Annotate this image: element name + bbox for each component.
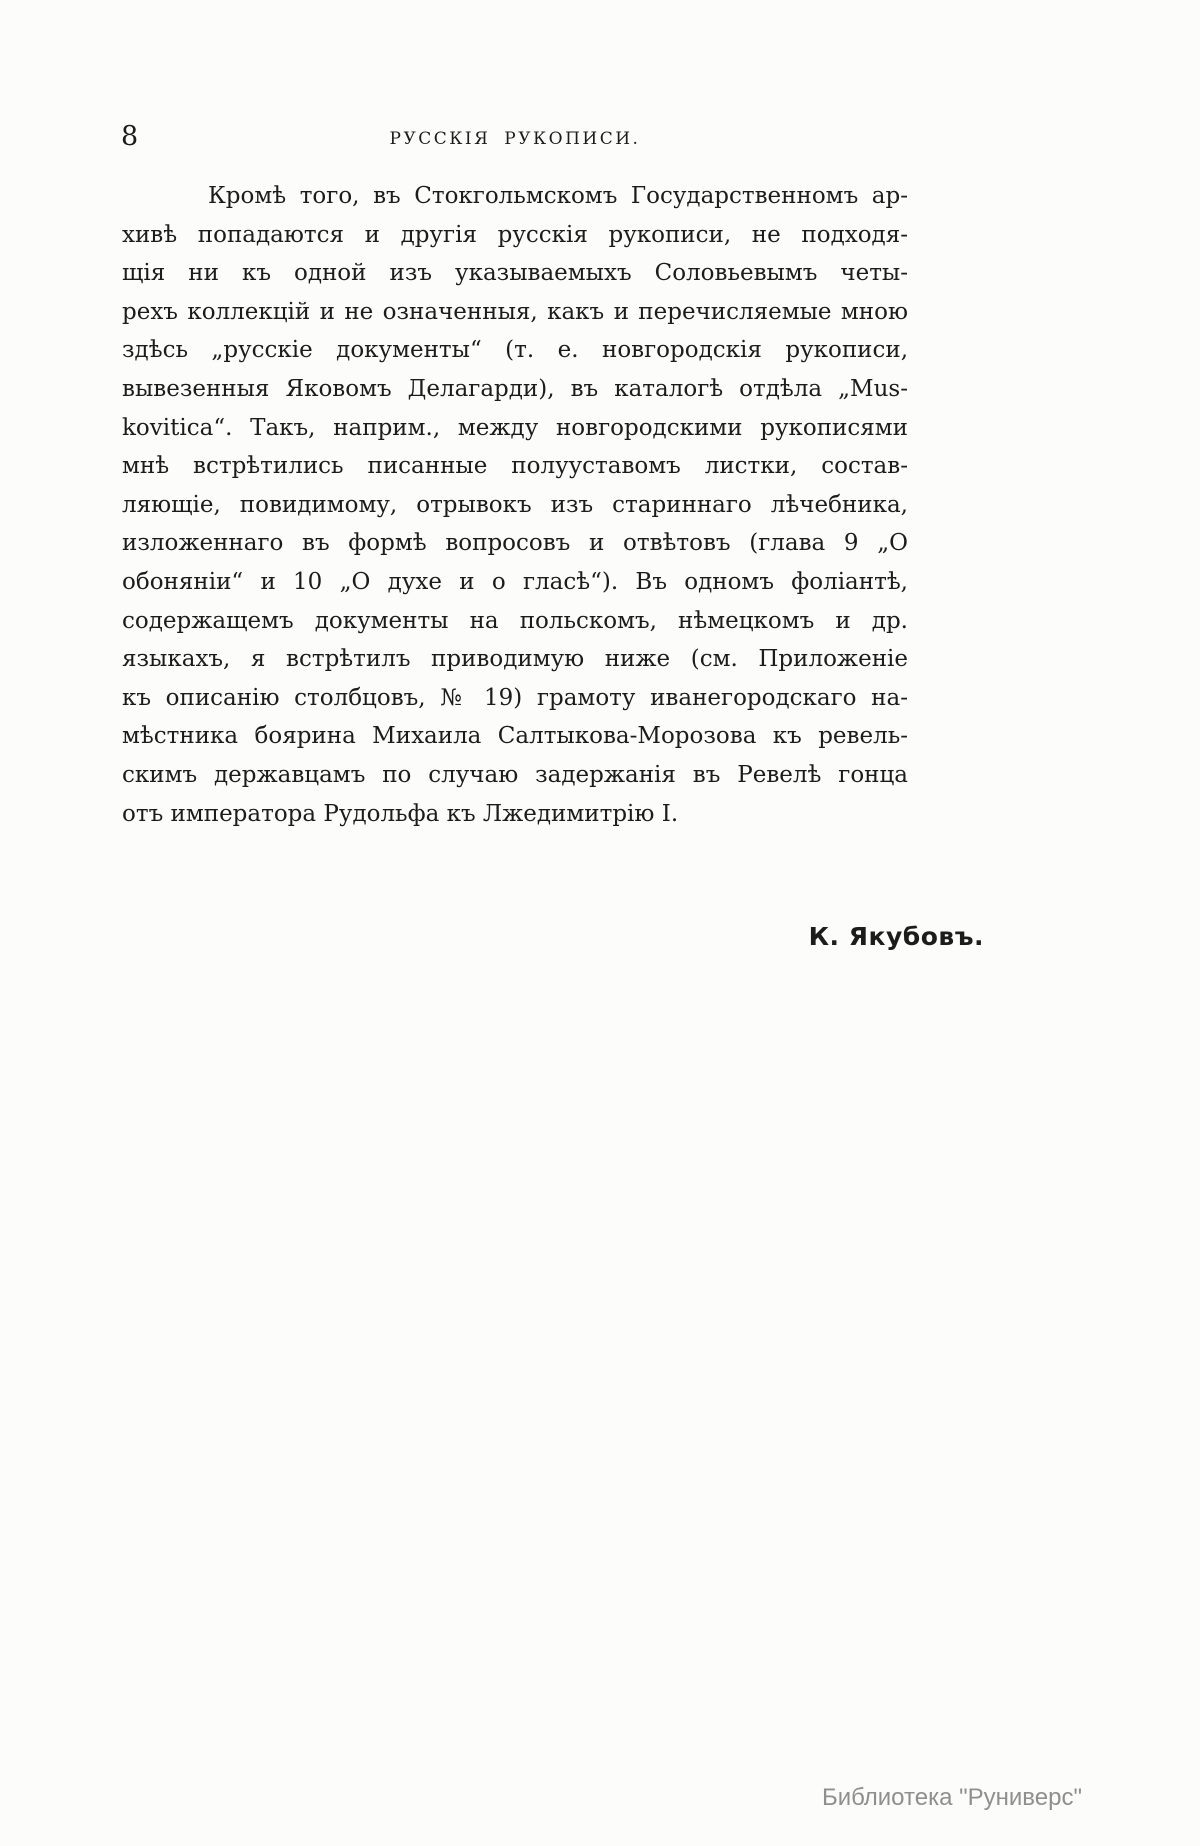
text-line: здѣсь „русскіе документы“ (т. е. новгородскія рукописи, <box>122 337 908 364</box>
text-line: хивѣ попадаются и другія русскія рукописи, не подходя- <box>122 221 908 248</box>
running-head: РУССКІЯ РУКОПИСИ. <box>389 129 641 149</box>
text-line: къ описанію столбцовъ, № 19) грамоту иванегородскаго на- <box>122 684 908 711</box>
text-line: изложеннаго въ формѣ вопросовъ и отвѣтовъ (глава 9 „О <box>122 530 908 557</box>
library-watermark: Библиотека "Руниверс" <box>821 1784 1082 1811</box>
text-line: скимъ державцамъ по случаю задержанія въ Ревелѣ гонца <box>122 761 908 788</box>
author-signature: К. Якубовъ. <box>808 922 984 951</box>
text-line: ляющіе, повидимому, отрывокъ изъ стариннаго лѣчебника, <box>122 491 908 518</box>
text-line: мѣстника боярина Михаила Салтыкова-Морозова къ ревель- <box>122 723 908 750</box>
text-line: вывезенныя Яковомъ Делагарди), въ каталогѣ отдѣла „Mus- <box>122 375 908 402</box>
text-line: языкахъ, я встрѣтилъ приводимую ниже (см. Приложеніе <box>122 646 908 673</box>
text-line: мнѣ встрѣтились писанные полууставомъ листки, состав- <box>122 453 908 480</box>
text-line: содержащемъ документы на польскомъ, нѣмецкомъ и др. <box>122 607 908 634</box>
text-line: kovitica“. Такъ, наприм., между новгородскими рукописями <box>122 414 908 441</box>
page-number: 8 <box>121 121 139 152</box>
text-line: обоняніи“ и 10 „О духе и о гласѣ“). Въ одномъ фоліантѣ, <box>122 568 908 595</box>
paragraph <box>122 177 908 833</box>
text-line: рехъ коллекцій и не означенныя, какъ и перечисляемые мною <box>122 298 908 325</box>
text-line: Кромѣ того, въ Стокгольмскомъ Государственномъ ар- <box>208 183 908 209</box>
text-line: щія ни къ одной изъ указываемыхъ Соловьевымъ четы- <box>122 260 908 287</box>
text-line: отъ императора Рудольфа къ Лжедимитрію I. <box>122 800 679 827</box>
